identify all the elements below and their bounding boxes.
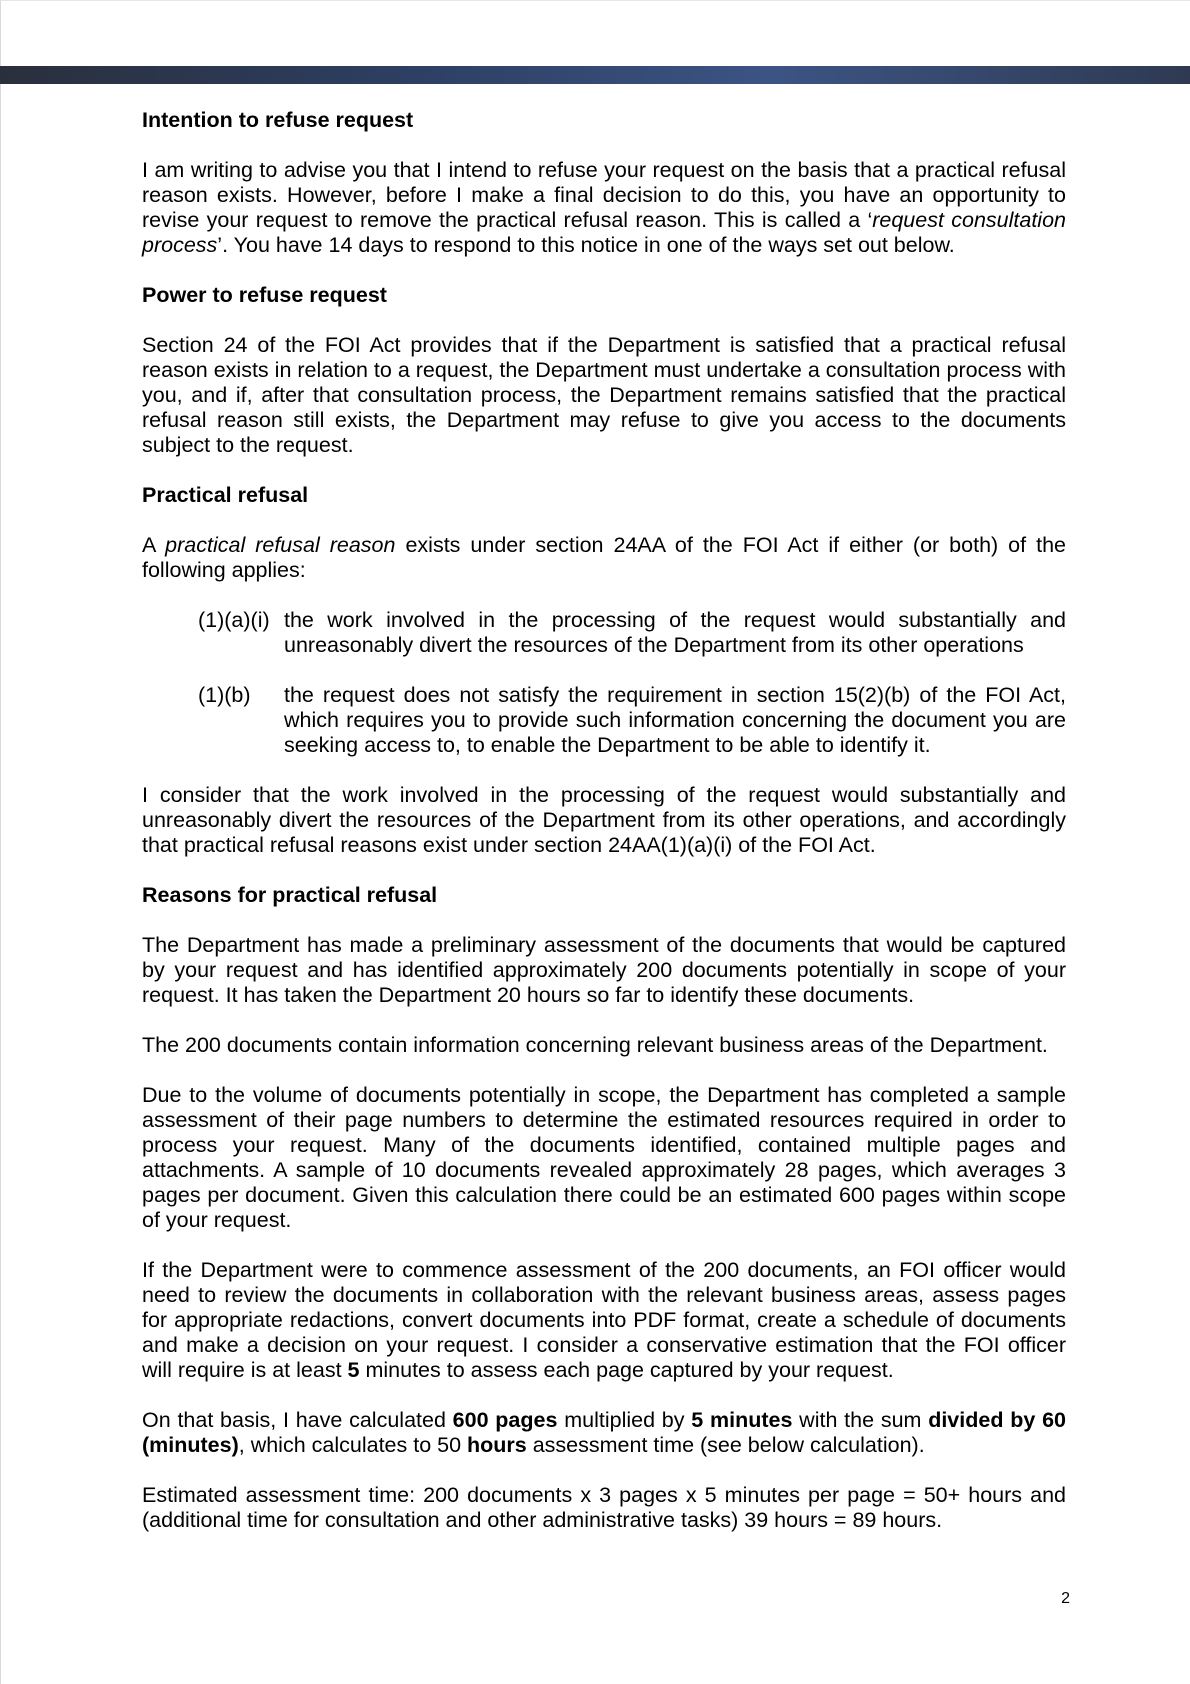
text-run: ’. You have 14 days to respond to this notice in one of the ways set out below. [217,233,955,257]
paragraph-reasons-3: Due to the volume of documents potentially in scope, the Department has completed a sample assessment of their page numbers to determine the estimated resources required in order to process your request. Many of the documents identified, contained multiple pages and attachments. A sample of 10 documents revealed approximately 28 pages, which averages 3 pages per document. Given this calculation there could be an estimated 600 pages within scope of your request. [142,1083,1066,1232]
list-item [198,683,1066,758]
paragraph-reasons-4 [142,1258,1066,1383]
bold-term: hours [467,1433,527,1457]
paragraph-reasons-1: The Department has made a preliminary assessment of the documents that would be captured by your request and has identified approximately 200 documents potentially in scope of your request. It has taken the Department 20 hours so far to identify these documents. [142,933,1066,1007]
paragraph-reasons-6: Estimated assessment time: 200 documents x 3 pages x 5 minutes per page = 50+ hours and (additional time for consultation and other administrative tasks) 39 hours = 89 hours. [142,1483,1066,1532]
page-number: 2 [1061,1590,1070,1607]
bold-term: 5 minutes [691,1408,793,1432]
text-run: , which calculates to 50 [238,1433,468,1457]
text-run: assessment time (see below calculation). [526,1433,925,1457]
criteria-code: (1)(a)(i) [198,608,270,632]
text-run: minutes to assess each page captured by your request. [359,1358,894,1382]
paragraph-intention [142,158,1066,258]
bold-term: divided by 60 (minutes) [142,1408,1066,1457]
document-body [142,108,1066,1558]
heading-intention: Intention to refuse request [142,108,414,132]
criteria-list [142,608,1066,758]
list-item [198,608,1066,658]
heading-practical-refusal: Practical refusal [142,483,309,507]
criteria-text: the work involved in the processing of the request would substantially and unreasonably divert the resources of the Department from its other operations [284,608,1066,657]
text-run: I am writing to advise you that I intend to refuse your request on the basis that a practical refusal reason exists. However, before I make a final decision to do this, you have an opportunity to revise your request to remove the practical refusal reason. This is called a ‘ [142,158,1066,232]
paragraph-practical-intro [142,533,1066,583]
bold-term: 600 pages [452,1408,558,1432]
text-run: On that basis, I have calculated [142,1408,453,1432]
text-run: multiplied by [557,1408,692,1432]
criteria-text: the request does not satisfy the requirement in section 15(2)(b) of the FOI Act, which requires you to provide such information concerning the document you are seeking access to, to enable the Department to be able to identify it. [284,683,1066,757]
heading-power: Power to refuse request [142,283,387,307]
heading-reasons: Reasons for practical refusal [142,883,438,907]
header-band [0,66,1190,84]
italic-term: practical refusal reason [165,533,396,557]
text-run: with the sum [792,1408,929,1432]
paragraph-practical-conclusion: I consider that the work involved in the processing of the request would substantially and unreasonably divert the resources of the Department from its other operations, and accordingly that practical refusal reasons exist under section 24AA(1)(a)(i) of the FOI Act. [142,783,1066,857]
text-run: If the Department were to commence assessment of the 200 documents, an FOI officer would need to review the documents in collaboration with the relevant business areas, assess pages for appropriate redactions, convert documents into PDF format, create a schedule of documents and make a decision on your request. I consider a conservative estimation that the FOI officer will require is at least [142,1258,1066,1382]
paragraph-reasons-5 [142,1408,1066,1458]
italic-term: request consultation process [142,208,1066,257]
paragraph-reasons-2: The 200 documents contain information concerning relevant business areas of the Department. [142,1033,1048,1057]
paragraph-power: Section 24 of the FOI Act provides that if the Department is satisfied that a practical refusal reason exists in relation to a request, the Department must undertake a consultation process with you, and if, after that consultation process, the Department remains satisfied that the practical refusal reason still exists, the Department may refuse to give you access to the documents subject to the request. [142,333,1066,457]
bold-term: 5 [347,1358,360,1382]
text-run: exists under section 24AA of the FOI Act if either (or both) of the following applies: [142,533,1066,582]
criteria-code: (1)(b) [198,683,251,707]
text-run: A [142,533,166,557]
